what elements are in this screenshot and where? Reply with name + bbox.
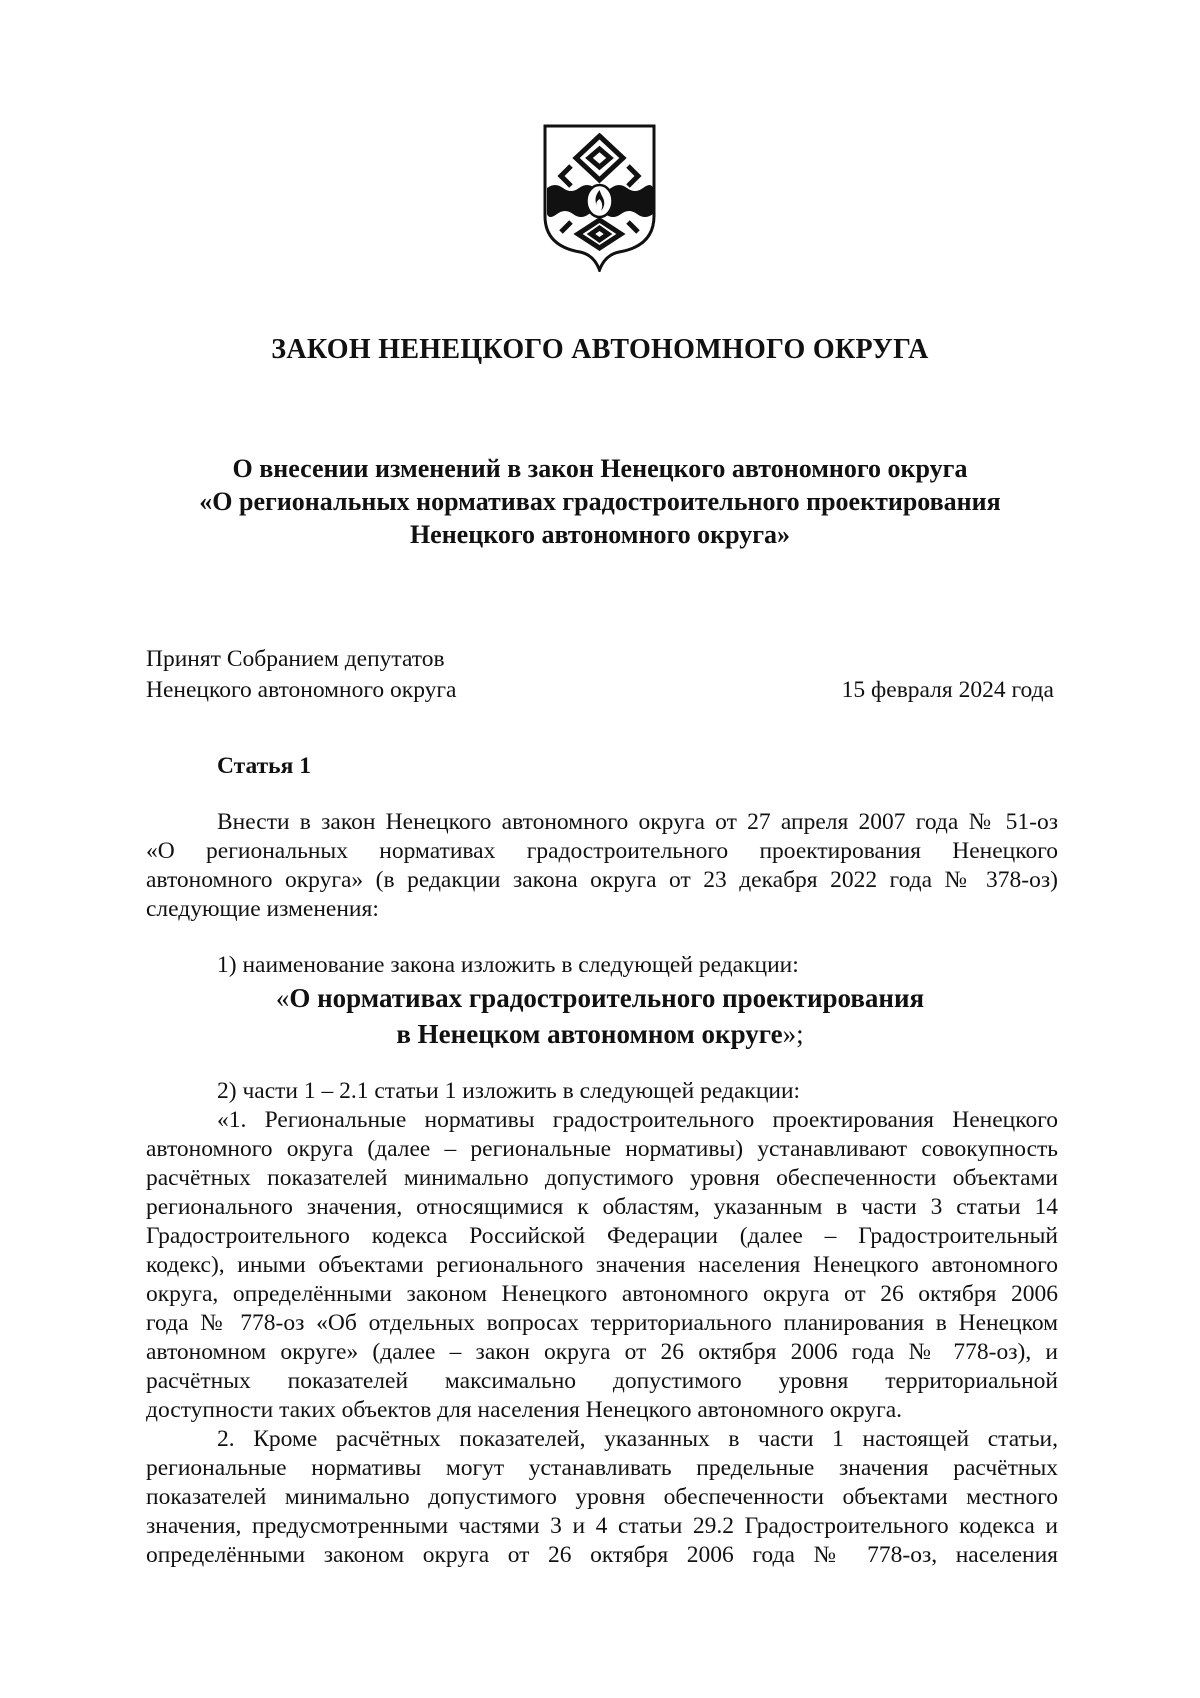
- subtitle-line: О внесении изменений в закон Ненецкого автономного округа: [232, 454, 968, 483]
- item-1: [146, 951, 1058, 980]
- text-line: Внести в закон Ненецкого автономного округа от 27 апреля 2007 года № 51-оз: [217, 809, 1058, 835]
- new-law-name: [0, 980, 1200, 1052]
- text-line: 1) наименование закона изложить в следующей редакции:: [217, 952, 799, 978]
- subtitle-line: «О региональных нормативах градостроительного проектирования: [199, 487, 1001, 516]
- adoption-date: 15 февраля 2024 года: [841, 677, 1054, 703]
- text-line: «О региональных нормативах градостроительного проектирования Ненецкого: [146, 838, 1058, 864]
- adoption-info: [146, 644, 456, 706]
- text-line: 2) части 1 – 2.1 статьи 1 изложить в следующей редакции:: [217, 1078, 801, 1104]
- subtitle-line: Ненецкого автономного округа»: [409, 520, 791, 549]
- text-line: округа, определёнными законом Ненецкого автономного округа от 26 октября 2006: [146, 1281, 1058, 1307]
- text-line: автономного округа (далее – региональные нормативы) устанавливают совокупность: [146, 1136, 1058, 1162]
- text-line: «1. Региональные нормативы градостроительного проектирования Ненецкого: [217, 1107, 1058, 1133]
- text-line: года № 778-оз «Об отдельных вопросах территориального планирования в Ненецком: [146, 1310, 1058, 1336]
- text-line: кодекс), иными объектами регионального значения населения Ненецкого автономного: [146, 1252, 1058, 1278]
- text-line: доступности таких объектов для населения Ненецкого автономного округа.: [146, 1397, 903, 1423]
- item-2: [146, 1077, 1058, 1106]
- document-subtitle: [0, 452, 1200, 551]
- part-1: [146, 1106, 1058, 1425]
- text-line: автономном округе» (далее – закон округа от 26 октября 2006 года № 778-оз), и: [146, 1339, 1058, 1365]
- text-line: определёнными законом округа от 26 октября 2006 года № 778-оз, населения: [146, 1542, 1058, 1568]
- adoption-line: Ненецкого автономного округа: [146, 677, 457, 703]
- part-2: [146, 1425, 1058, 1570]
- text-line: следующие изменения:: [146, 896, 379, 922]
- text-line: автономного округа» (в редакции закона округа от 23 декабря 2022 года № 378-оз): [146, 867, 1058, 893]
- adoption-line: Принят Собранием депутатов: [146, 646, 445, 672]
- new-name-line: О нормативах градостроительного проектирования: [289, 983, 925, 1013]
- open-quote: «: [275, 983, 290, 1013]
- new-name-line: в Ненецком автономном округе: [396, 1019, 783, 1049]
- text-line: 2. Кроме расчётных показателей, указанных в части 1 настоящей статьи,: [217, 1426, 1058, 1452]
- text-line: Градостроительного кодекса Российской Федерации (далее – Градостроительный: [146, 1223, 1058, 1249]
- text-line: регионального значения, относящимися к областям, указанным в части 3 статьи 14: [146, 1194, 1058, 1220]
- close-quote: »;: [782, 1019, 804, 1049]
- text-line: значения, предусмотренными частями 3 и 4 статьи 29.2 Градостроительного кодекса и: [146, 1513, 1058, 1539]
- document-title: ЗАКОН НЕНЕЦКОГО АВТОНОМНОГО ОКРУГА: [271, 334, 929, 365]
- text-line: показателей минимально допустимого уровня обеспеченности объектами местного: [146, 1484, 1058, 1510]
- nenets-coat-of-arms-icon: [541, 122, 658, 272]
- text-line: региональные нормативы могут устанавливать предельные значения расчётных: [146, 1455, 1058, 1481]
- article-heading: Статья 1: [217, 753, 311, 779]
- text-line: расчётных показателей минимально допустимого уровня обеспеченности объектами: [146, 1165, 1058, 1191]
- article-intro: [146, 808, 1058, 924]
- text-line: расчётных показателей максимально допустимого уровня территориальной: [146, 1368, 1058, 1394]
